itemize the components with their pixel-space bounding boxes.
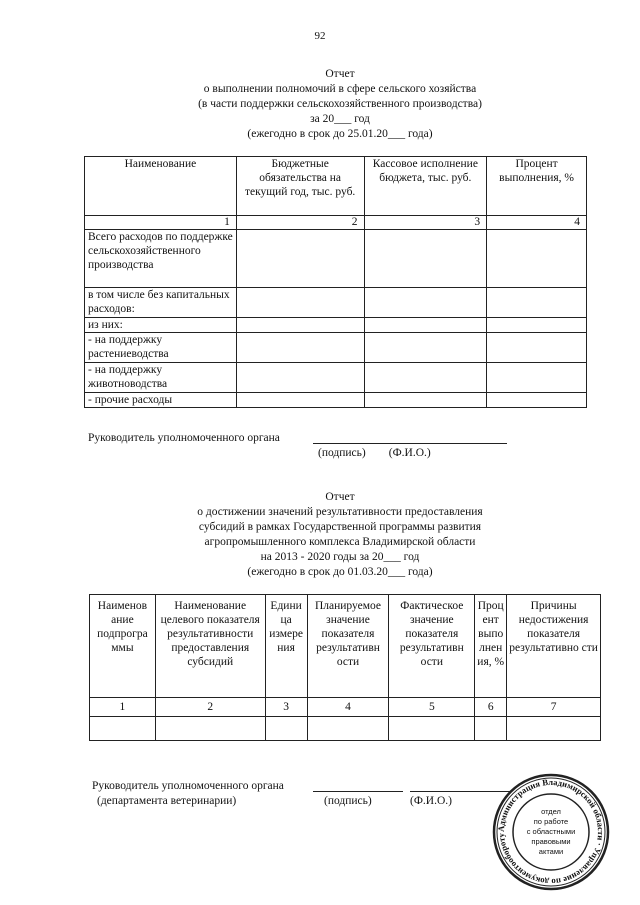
report1-header: Процент выполнения, %	[487, 157, 587, 216]
report2-header: Причины недостижения показателя результативно сти	[507, 595, 601, 698]
report1-line: (в части поддержки сельскохозяйственного производства)	[198, 98, 482, 110]
report2-header: Планируемое значение показателя результативн ости	[307, 595, 389, 698]
report1-row-label: - прочие расходы	[85, 393, 237, 408]
report2-header: Едини ца измере ния	[265, 595, 307, 698]
report1-signature-caption: (подпись) (Ф.И.О.)	[318, 447, 431, 459]
table-row	[85, 318, 587, 333]
report2-col-number: 2	[155, 698, 265, 717]
report1-row-label: Всего расходов по поддержке сельскохозяйственного производства	[85, 230, 237, 288]
report2-line: о достижении значений результативности предоставления	[197, 506, 483, 518]
report2-header: Наименов ание подпрогра ммы	[90, 595, 156, 698]
report2-header: Фактическое значение показателя результативн ости	[389, 595, 475, 698]
table-row	[85, 230, 587, 288]
report1-col-number: 3	[364, 216, 487, 230]
page-number: 92	[314, 30, 326, 42]
report2-header: Проц ент выпо лнен ия, %	[475, 595, 507, 698]
stamp-ring-text: Администрация Владимирской области · Управление по документообороту	[495, 776, 607, 888]
report2-col-number: 4	[307, 698, 389, 717]
report2-line: агропромышленного комплекса Владимирской области	[204, 536, 476, 548]
report1-row-label: из них:	[85, 318, 237, 333]
table-row	[85, 363, 587, 393]
official-stamp	[491, 772, 611, 892]
report2-line: субсидий в рамках Государственной программы развития	[198, 521, 482, 533]
report2-col-number: 7	[507, 698, 601, 717]
table-row	[85, 393, 587, 408]
report2-signature-label: Руководитель уполномоченного органа	[92, 780, 284, 792]
stamp-center-line: актами	[538, 847, 564, 856]
report2-line: на 2013 - 2020 годы за 20___ год	[260, 551, 420, 563]
report2-col-number: 1	[90, 698, 156, 717]
report2-col-number: 5	[389, 698, 475, 717]
report2-col-number: 3	[265, 698, 307, 717]
report1-line: за 20___ год	[310, 113, 370, 125]
report2-signature-fio: (Ф.И.О.)	[410, 795, 452, 807]
report1-col-number: 4	[487, 216, 587, 230]
report1-title: Отчет	[325, 68, 355, 80]
report1-col-number: 1	[85, 216, 237, 230]
report1-row-label: - на поддержку растениеводства	[85, 333, 237, 363]
report1-col-number: 2	[236, 216, 364, 230]
report2-header: Наименование целевого показателя результативности предоставления субсидий	[155, 595, 265, 698]
report2-title: Отчет	[325, 491, 355, 503]
stamp-center-line: с областными	[526, 827, 576, 836]
report1-row-label: в том числе без капитальных расходов:	[85, 288, 237, 318]
report1-line: (ежегодно в срок до 25.01.20___ года)	[247, 128, 433, 140]
report1-signature-label: Руководитель уполномоченного органа	[88, 432, 280, 444]
stamp-center-line: правовыми	[531, 837, 571, 846]
report1-header: Бюджетные обязательства на текущий год, тыс. руб.	[236, 157, 364, 216]
signature-line	[313, 443, 507, 444]
report1-header: Кассовое исполнение бюджета, тыс. руб.	[364, 157, 487, 216]
stamp-center-line: отдел	[541, 807, 561, 816]
report1-row-label: - на поддержку животноводства	[85, 363, 237, 393]
report2-line: (ежегодно в срок до 01.03.20___ года)	[247, 566, 433, 578]
report1-header: Наименование	[85, 157, 237, 216]
report2-signature-sub: (департамента ветеринарии)	[97, 795, 237, 807]
table-row	[85, 333, 587, 363]
table-row	[85, 288, 587, 318]
signature-line	[313, 791, 403, 792]
stamp-center-line: по работе	[533, 817, 569, 826]
report2-col-number: 6	[475, 698, 507, 717]
report2-heading	[0, 490, 640, 580]
report1-line: о выполнении полномочий в сфере сельского хозяйства	[203, 83, 477, 95]
report2-table	[89, 594, 601, 741]
table-row	[90, 717, 601, 741]
report1-table	[84, 156, 587, 408]
report1-heading	[0, 67, 640, 142]
report2-signature-sign: (подпись)	[324, 795, 372, 807]
